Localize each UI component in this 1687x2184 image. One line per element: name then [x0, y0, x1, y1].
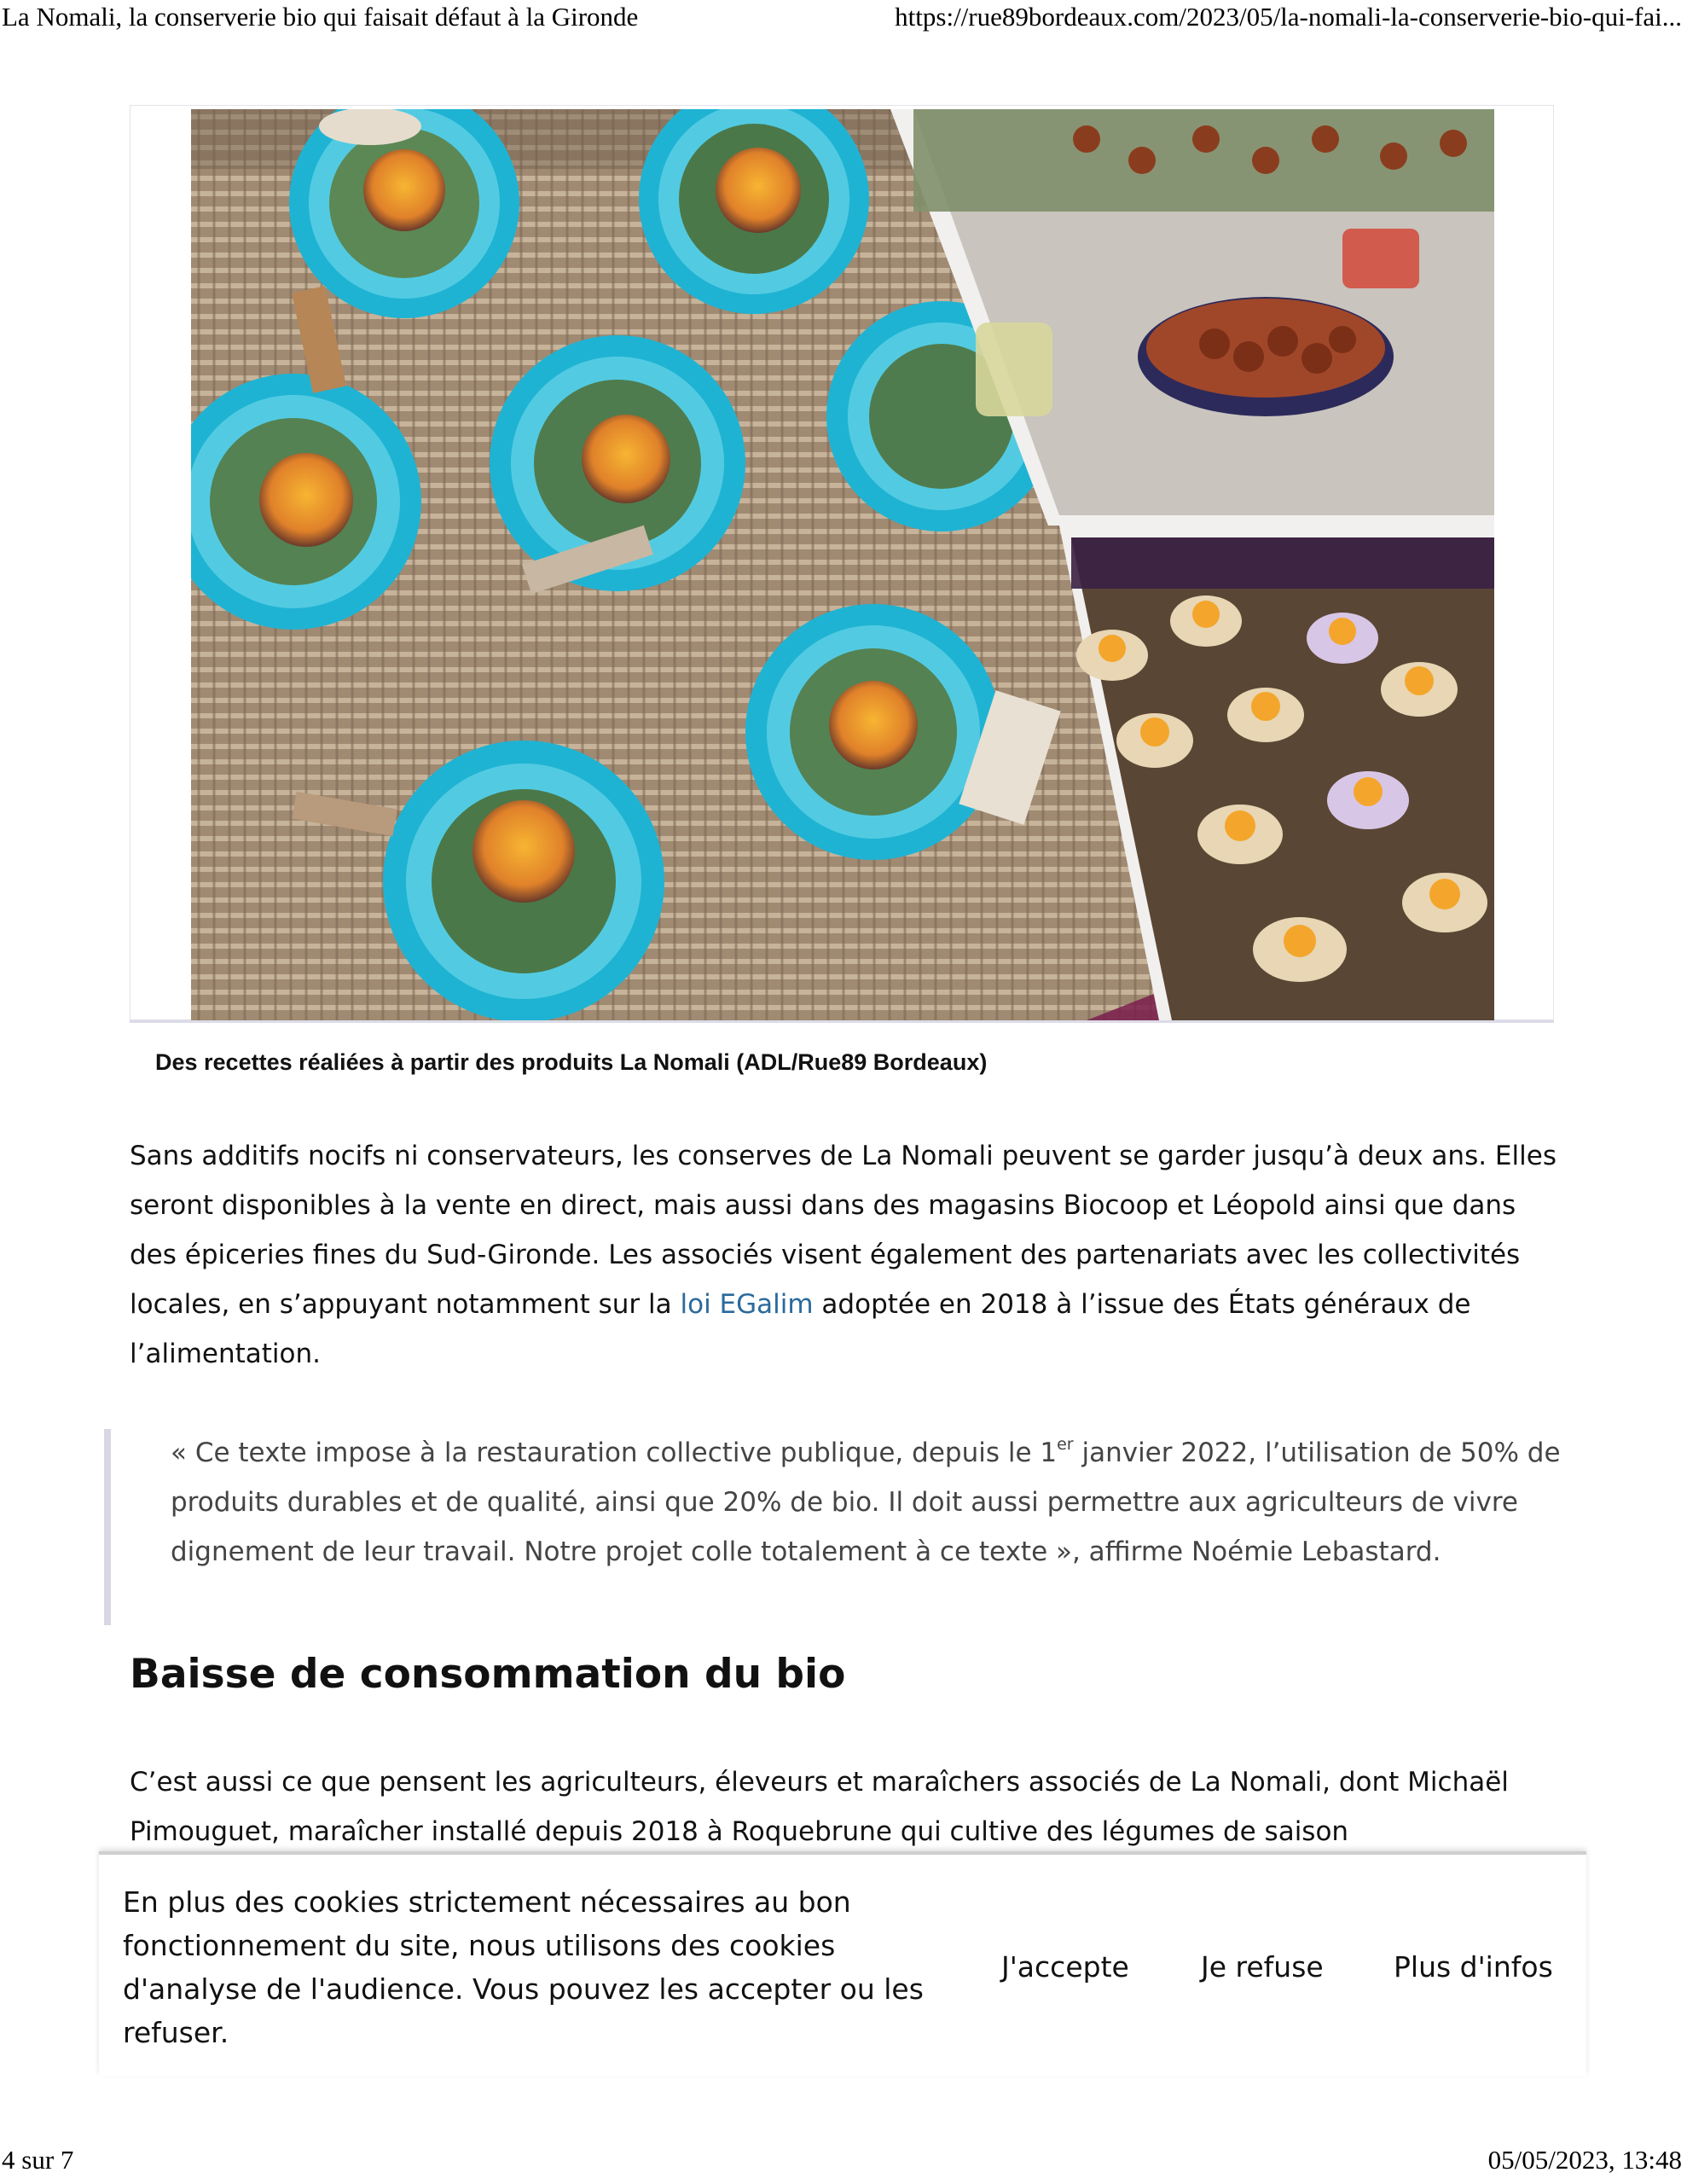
- cookie-banner: [99, 1851, 1586, 2077]
- quote-superscript: er: [1057, 1435, 1074, 1454]
- print-page-number: 4 sur 7: [2, 2145, 74, 2175]
- paragraph-text: Sans additifs nocifs ni conservateurs, les conserves de La Nomali peuvent se garder jusqu’à deux ans. Elles seront disponibles à la vente en direct, mais aussi dans des magasins Biocoop et Léopold ainsi que dans des épiceries fines du Sud-Gironde. Les associés visent également des partenariats avec les collectivités locales, en s’appuyant notamment sur la: [130, 1141, 1557, 1320]
- paragraph-text: adoptée en 2018 à l’issue des États généraux de l’alimentation.: [130, 1289, 1471, 1369]
- print-datetime: 05/05/2023, 13:48: [1487, 2145, 1682, 2175]
- print-header: [0, 0, 1687, 38]
- section-heading: Baisse de consommation du bio: [130, 1651, 846, 1698]
- print-footer: [0, 2143, 1687, 2181]
- blockquote-bar: [104, 1429, 111, 1625]
- article-figure: [130, 105, 1554, 1023]
- refuse-cookies-button[interactable]: Je refuse: [1201, 1950, 1324, 1984]
- loi-egalim-link[interactable]: loi EGalim: [680, 1289, 814, 1320]
- article-paragraph: [130, 1131, 1562, 1379]
- figure-caption: Des recettes réaliées à partir des produits La Nomali (ADL/Rue89 Bordeaux): [155, 1049, 988, 1075]
- blockquote: [171, 1428, 1569, 1577]
- more-info-button[interactable]: Plus d'infos: [1394, 1950, 1553, 1984]
- article-paragraph: C’est aussi ce que pensent les agriculteurs, éleveurs et maraîchers associés de La Nomali, dont Michaël Pimouguet, maraîcher installé depuis 2018 à Roquebrune qui cultive des légumes de saison: [130, 1767, 1509, 1847]
- quote-text: « Ce texte impose à la restauration collective publique, depuis le 1: [171, 1438, 1058, 1468]
- quote-text: janvier 2022, l’utilisation de 50% de produits durables et de qualité, ainsi que 20% de bio. Il doit aussi permettre aux agriculteurs de vivre dignement de leur travail. Notre projet colle totalement à ce texte », affirme Noémie Lebastard.: [171, 1438, 1561, 1567]
- print-page-title: La Nomali, la conserverie bio qui faisait défaut à la Gironde: [2, 2, 639, 32]
- food-collage-photo: [191, 109, 1494, 1020]
- cookie-message: En plus des cookies strictement nécessaires au bon fonctionnement du site, nous utilisons des cookies d'analyse de l'audience. Vous pouvez les accepter ou les refuser.: [123, 1885, 924, 2049]
- accept-cookies-button[interactable]: J'accepte: [1001, 1950, 1129, 1984]
- print-page-url: https://rue89bordeaux.com/2023/05/la-nomali-la-conserverie-bio-qui-fai...: [895, 2, 1682, 32]
